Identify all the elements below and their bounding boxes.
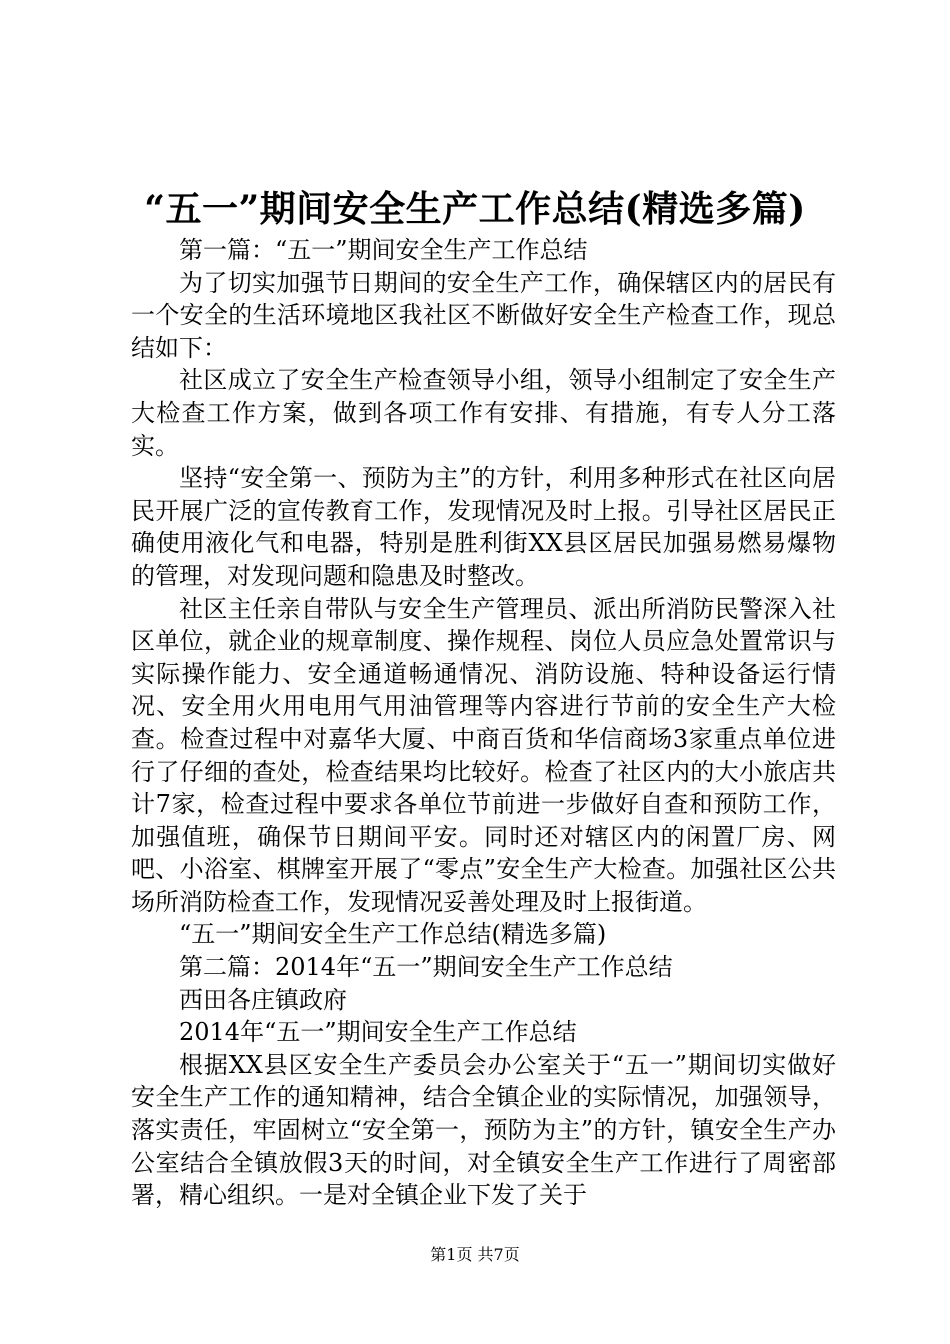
paragraph-intro: 为了切实加强节日期间的安全生产工作，确保辖区内的居民有一个安全的生活环境地区我社区不断做好安全生产检查工作，现总结如下： (131, 268, 836, 362)
document-body (131, 234, 836, 1212)
paragraph-report-title: 2014年“五一”期间安全生产工作总结 (179, 1018, 577, 1047)
page-footer: 第1页 共7页 (430, 1245, 520, 1264)
paragraph-section-heading-1: 第一篇：“五一”期间安全生产工作总结 (179, 236, 588, 264)
paragraph-inspection: 社区主任亲自带队与安全生产管理员、派出所消防民警深入社区单位，就企业的规章制度、操作规程、岗位人员应急处置常识与实际操作能力、安全通道畅通情况、消防设施、特种设备运行情况、安全用火用电用气用油管理等内容进行节前的安全生产大检查。检查过程中对嘉华大厦、中商百货和华信商场3家重点单位进行了仔细的查处，检查结果均比较好。检查了社区内的大小旅店共计7家，检查过程中要求各单位节前进一步做好自查和预防工作，加强值班，确保节日期间平安。同时还对辖区内的闲置厂房、网吧、小浴室、棋牌室开展了“零点”安全生产大检查。加强社区公共场所消防检查工作，发现情况妥善处理及时上报街道。 (131, 594, 836, 916)
paragraph-leadership-group: 社区成立了安全生产检查领导小组，领导小组制定了安全生产大检查工作方案，做到各项工作有安排、有措施，有专人分工落实。 (131, 366, 836, 460)
paragraph-organization: 西田各庄镇政府 (179, 985, 347, 1014)
paragraph-safety-policy: 坚持“安全第一、预防为主”的方针，利用多种形式在社区向居民开展广泛的宣传教育工作，发现情况及时上报。引导社区居民正确使用液化气和电器，特别是胜利街XX县区居民加强易燃易爆物的管理，对发现问题和隐患及时整改。 (131, 464, 836, 590)
document-title: “五一”期间安全生产工作总结(精选多篇) (144, 188, 806, 230)
paragraph-section-heading-2: 第二篇：2014年“五一”期间安全生产工作总结 (179, 953, 673, 982)
paragraph-repeated-title: “五一”期间安全生产工作总结(精选多篇) (179, 920, 607, 949)
paragraph-notice-response: 根据XX县区安全生产委员会办公室关于“五一”期间切实做好安全生产工作的通知精神，结合全镇企业的实际情况，加强领导，落实责任，牢固树立“安全第一，预防为主”的方针，镇安全生产办公室结合全镇放假3天的时间，对全镇安全生产工作进行了周密部署，精心组织。一是对全镇企业下发了关于 (131, 1050, 836, 1210)
